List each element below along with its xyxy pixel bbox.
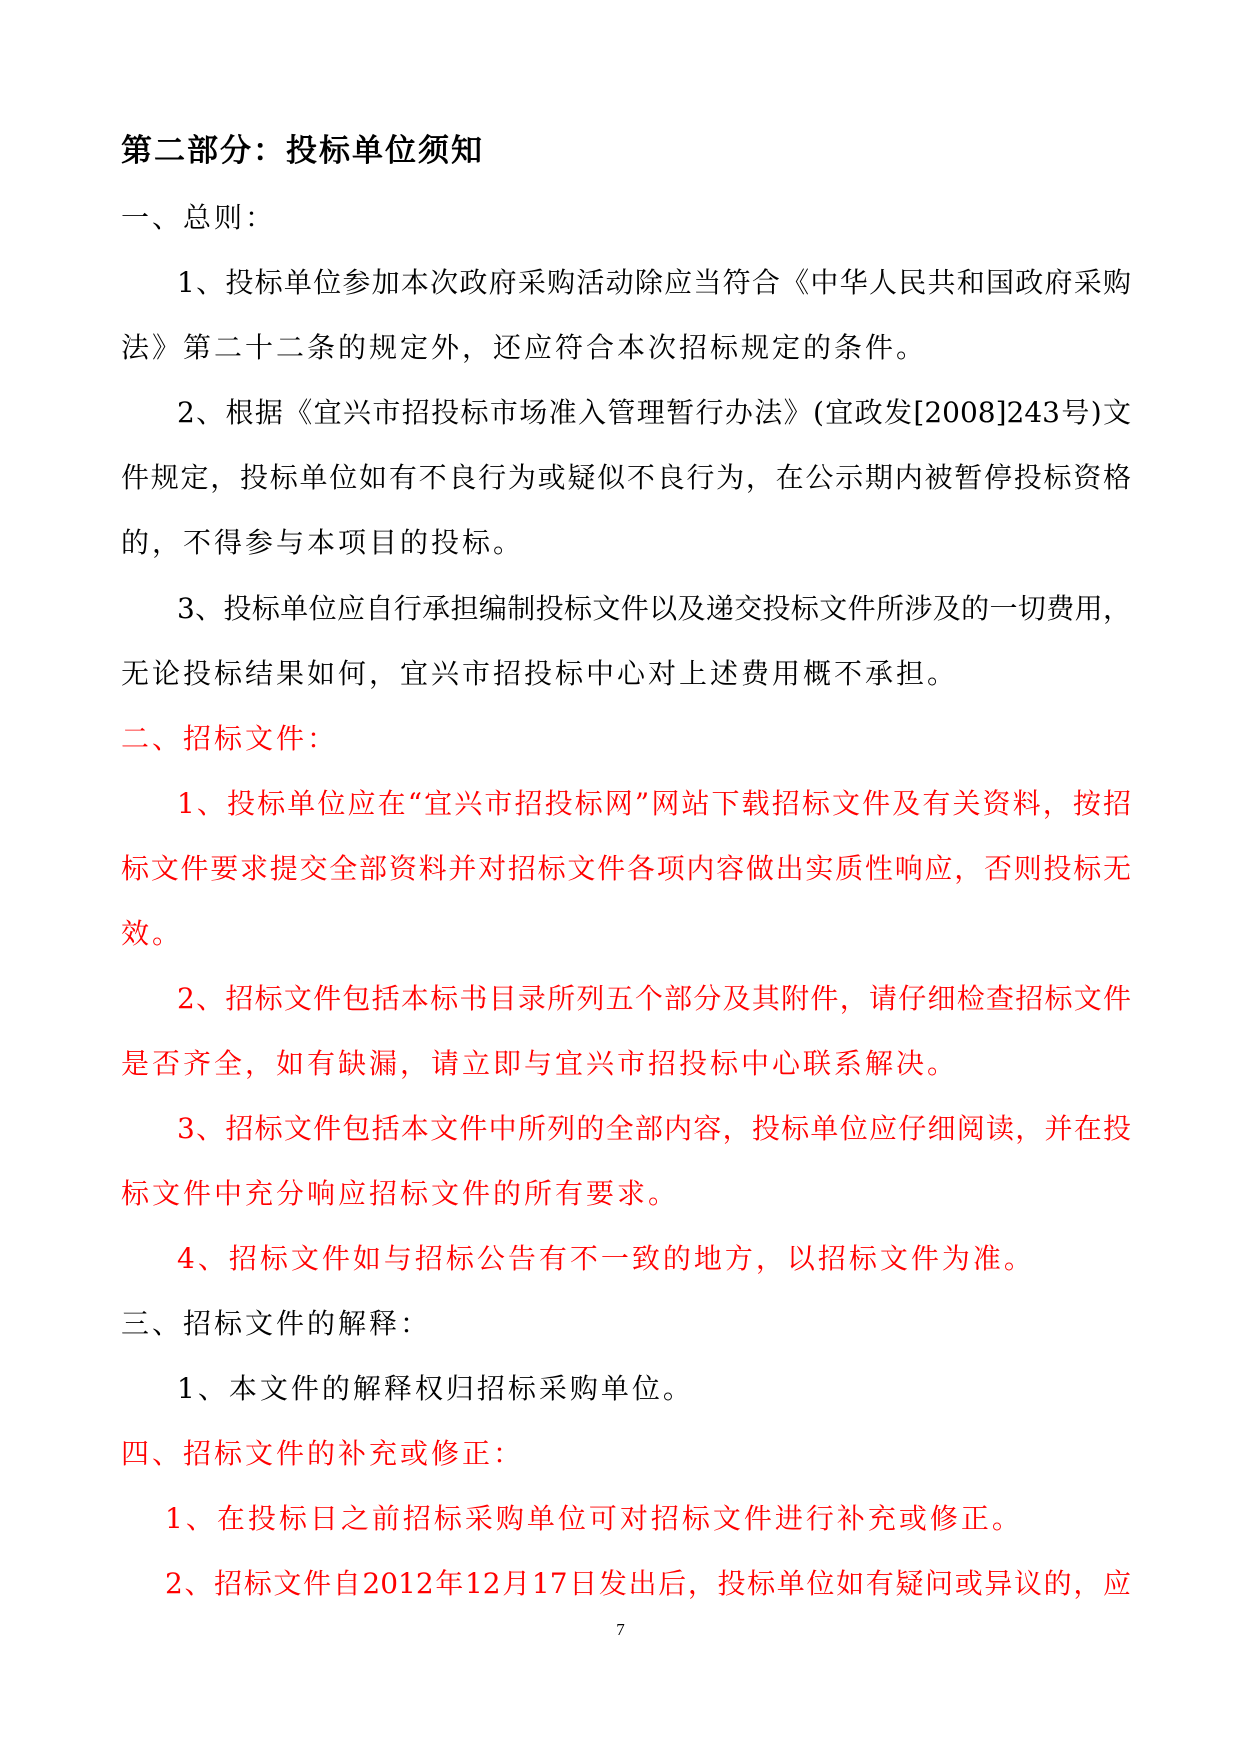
paragraph-line: 3、招标文件包括本文件中所列的全部内容，投标单位应仔细阅读，并在投 [177,1112,1131,1145]
paragraph-line: 2、根据《宜兴市招投标市场准入管理暂行办法》(宜政发[2008]243号)文 [177,396,1131,429]
section-title: 第二部分：投标单位须知 [121,133,484,169]
paragraph-line: 标文件要求提交全部资料并对招标文件各项内容做出实质性响应，否则投标无 [121,852,1131,885]
paragraph-line: 法》第二十二条的规定外，还应符合本次招标规定的条件。 [121,331,928,364]
paragraph-line: 1、本文件的解释权归招标采购单位。 [177,1372,694,1405]
paragraph-line: 件规定，投标单位如有不良行为或疑似不良行为，在公示期内被暂停投标资格 [121,461,1131,494]
page-number: 7 [616,1620,625,1639]
paragraph-line: 2、招标文件自2012年12月17日发出后，投标单位如有疑问或异议的，应 [165,1567,1131,1600]
heading-interpretation: 三、招标文件的解释： [121,1307,432,1340]
paragraph-line: 1、投标单位应在“宜兴市招投标网”网站下载招标文件及有关资料，按招 [177,787,1131,820]
paragraph-line: 标文件中充分响应招标文件的所有要求。 [121,1177,680,1210]
heading-general: 一、总则： [121,201,277,234]
paragraph-line: 1、投标单位参加本次政府采购活动除应当符合《中华人民共和国政府采购 [177,266,1131,299]
paragraph-line: 效。 [121,917,184,950]
paragraph-line: 3、投标单位应自行承担编制投标文件以及递交投标文件所涉及的一切费用， [177,592,1131,625]
paragraph-line: 是否齐全，如有缺漏，请立即与宜兴市招投标中心联系解决。 [121,1047,959,1080]
paragraph-line: 无论投标结果如何，宜兴市招投标中心对上述费用概不承担。 [121,657,959,690]
paragraph-line: 的，不得参与本项目的投标。 [121,526,525,559]
heading-bidding-documents: 二、招标文件： [121,722,339,755]
paragraph-line: 2、招标文件包括本标书目录所列五个部分及其附件，请仔细检查招标文件 [177,982,1131,1015]
paragraph-line: 4、招标文件如与招标公告有不一致的地方，以招标文件为准。 [177,1242,1035,1275]
paragraph-line: 1、在投标日之前招标采购单位可对招标文件进行补充或修正。 [165,1502,1023,1535]
heading-supplement: 四、招标文件的补充或修正： [121,1437,525,1470]
